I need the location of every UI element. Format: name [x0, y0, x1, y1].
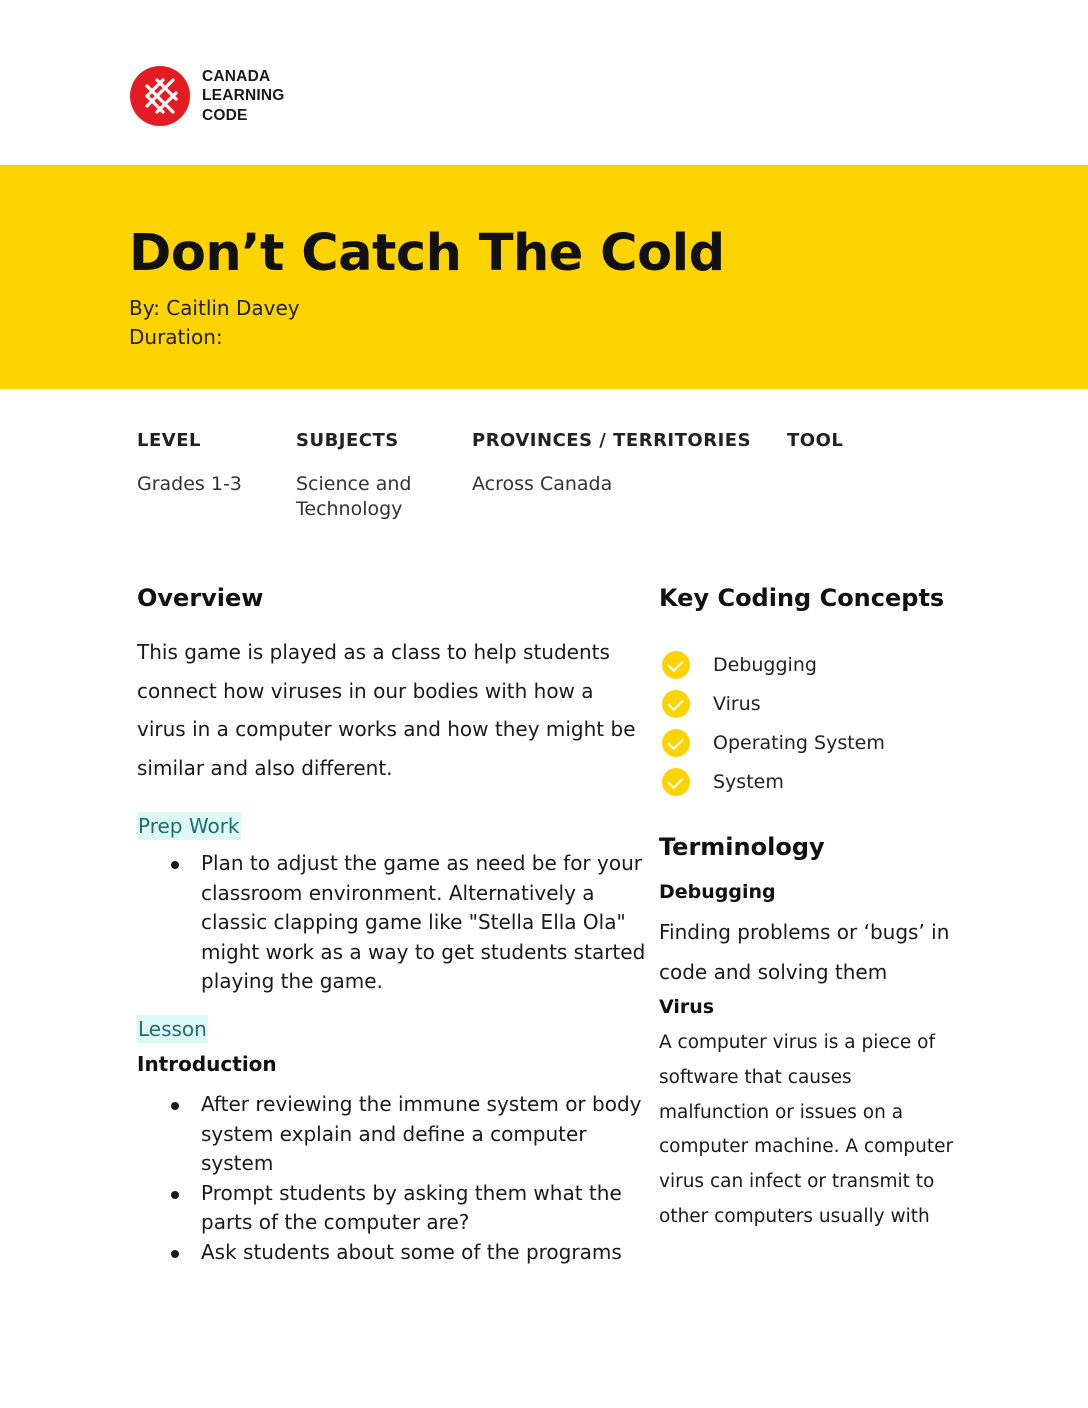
- term-definition-line: other computers usually with: [659, 1205, 930, 1227]
- term-definition: [659, 913, 949, 992]
- concept-label: Debugging: [713, 653, 817, 676]
- list-item: [168, 1179, 641, 1238]
- subjects-value-line: Science and: [296, 473, 412, 495]
- prep-work-label: Prep Work: [138, 814, 240, 838]
- logo-icon: [130, 66, 190, 126]
- subjects-label: SUBJECTS: [296, 430, 399, 451]
- list-item-line: might work as a way to get students started: [201, 939, 646, 964]
- key-concepts-heading: Key Coding Concepts: [659, 584, 945, 612]
- concept-item: [662, 723, 885, 762]
- concept-label: Virus: [713, 692, 761, 715]
- term-name: Debugging: [659, 881, 776, 903]
- check-circle-icon: [662, 729, 690, 757]
- term-definition-line: A computer virus is a piece of: [659, 1032, 935, 1053]
- term-definition-line: virus can infect or transmit to: [659, 1171, 935, 1193]
- terminology-heading: Terminology: [659, 833, 825, 861]
- check-circle-icon: [662, 690, 690, 718]
- subjects-value-line: Technology: [296, 498, 403, 520]
- author-line: By: Caitlin Davey: [129, 296, 300, 320]
- term-definition-line: software that causes: [659, 1066, 852, 1088]
- page-title: Don’t Catch The Cold: [129, 224, 725, 283]
- logo-line: LEARNING: [202, 87, 285, 105]
- term-definition: [659, 1026, 953, 1235]
- provinces-value: Across Canada: [472, 473, 613, 495]
- bullet-icon: [171, 1250, 179, 1258]
- list-item-line: After reviewing the immune system or body: [201, 1092, 642, 1116]
- level-value: Grades 1-3: [137, 473, 242, 495]
- check-circle-icon: [662, 651, 690, 679]
- term-definition-line: computer machine. A computer: [659, 1136, 954, 1158]
- list-item: [168, 1238, 641, 1268]
- overview-line: virus in a computer works and how they might be: [137, 717, 636, 741]
- list-item-line: system: [201, 1151, 274, 1175]
- brand-logo: [130, 66, 285, 126]
- check-circle-icon: [662, 768, 690, 796]
- level-label: LEVEL: [137, 430, 201, 451]
- concept-item: [662, 684, 885, 723]
- term-definition-line: Finding problems or ‘bugs’ in: [659, 920, 950, 944]
- list-item-line: classroom environment. Alternatively a: [201, 880, 595, 905]
- key-concepts-list: [662, 645, 885, 801]
- overview-line: connect how viruses in our bodies with how a: [137, 678, 594, 703]
- bullet-icon: [171, 1102, 179, 1110]
- provinces-label: PROVINCES / TERRITORIES: [472, 430, 752, 451]
- overview-line: This game is played as a class to help students: [137, 640, 610, 664]
- list-item-line: classic clapping game like "Stella Ella Ola": [201, 910, 626, 934]
- concept-item: [662, 645, 885, 684]
- list-item-line: Plan to adjust the game as need be for your: [201, 851, 642, 875]
- introduction-list: [168, 1090, 641, 1267]
- list-item-line: parts of the computer are?: [201, 1210, 470, 1234]
- bullet-icon: [171, 861, 179, 869]
- prep-work-list: [168, 849, 645, 997]
- logo-wordmark: [202, 67, 285, 126]
- overview-text: [137, 633, 636, 787]
- duration-line: Duration:: [129, 325, 223, 349]
- logo-line: CODE: [202, 106, 248, 124]
- term-name: Virus: [659, 996, 715, 1018]
- lesson-label: Lesson: [138, 1017, 207, 1041]
- concept-label: Operating System: [713, 731, 885, 754]
- term-definition-line: code and solving them: [659, 959, 888, 984]
- bullet-icon: [171, 1191, 179, 1199]
- list-item: [168, 1090, 641, 1179]
- logo-line: CANADA: [202, 67, 271, 85]
- list-item-line: playing the game.: [201, 969, 383, 993]
- introduction-heading: Introduction: [137, 1052, 277, 1076]
- list-item-line: Prompt students by asking them what the: [201, 1180, 622, 1205]
- overview-heading: Overview: [137, 584, 264, 612]
- concept-label: System: [713, 770, 784, 793]
- list-item-line: system explain and define a computer: [201, 1121, 587, 1146]
- concept-item: [662, 762, 885, 801]
- term-definition-line: malfunction or issues on a: [659, 1101, 904, 1123]
- list-item: [168, 849, 645, 997]
- list-item-line: Ask students about some of the programs: [201, 1239, 622, 1264]
- subjects-value: [296, 472, 411, 522]
- overview-line: similar and also different.: [137, 755, 393, 780]
- tool-label: TOOL: [787, 430, 844, 451]
